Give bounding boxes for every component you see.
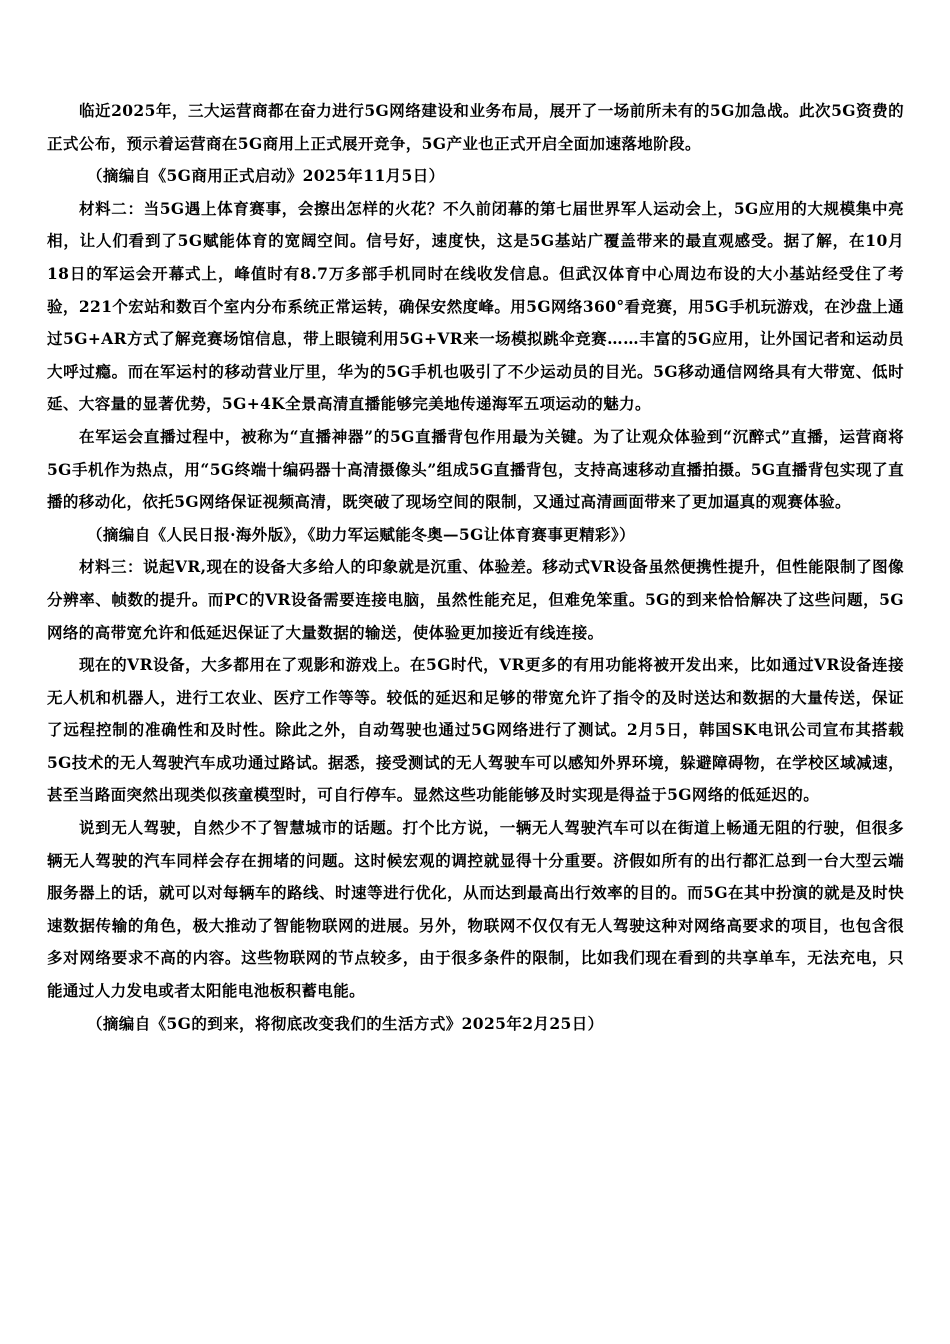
source-citation: （摘编自《5G的到来，将彻底改变我们的生活方式》2025年2月25日） <box>87 1013 604 1033</box>
paragraph-intro: 临近2025年，三大运营商都在奋力进行5G网络建设和业务布局，展开了一场前所未有的5G加急战。此次5G资费的正式公布，预示着运营商在5G商用上正式展开竞争，5G产业也正式开启全面加速落地阶段。 <box>47 101 904 153</box>
paragraph-smart-city: 说到无人驾驶，自然少不了智慧城市的话题。打个比方说，一辆无人驾驶汽车可以在街道上畅通无阻的行驶，但很多辆无人驾驶的汽车同样会存在拥堵的问题。这时候宏观的调控就显得十分重要。济假如所有的出行都汇总到一台大型云端服务器上的话，就可以对每辆车的路线、时速等进行优化，从而达到最高出行效率的目的。而5G在其中扮演的就是及时快速数据传输的角色，极大推动了智能物联网的进展。另外，物联网不仅仅有无人驾驶这种对网络高要求的项目，也包含很多对网络要求不高的内容。这些物联网的节点较多，由于很多条件的限制，比如我们现在看到的共享单车，无法充电，只能通过人力发电或者太阳能电池板积蓄电能。 <box>47 818 904 1001</box>
source-citation: （摘编自《人民日报·海外版》，《助力军运赋能冬奥—5G让体育赛事更精彩》） <box>87 524 635 544</box>
paragraph-live-broadcast: 在军运会直播过程中，被称为“直播神器”的5G直播背包作用最为关键。为了让观众体验到“沉醉式”直播，运营商将5G手机作为热点，用“5G终端十编码器十高清摄像头”组成5G直播背包，支持高速移动直播拍摄。5G直播背包实现了直播的移动化，依托5G网络保证视频高清，既突破了现场空间的限制，又通过高清画面带来了更加逼真的观赛体验。 <box>47 426 904 512</box>
paragraph-material-three: 材料三：说起VR,现在的设备大多给人的印象就是沉重、体验差。移动式VR设备虽然便携性提升，但性能限制了图像分辨率、帧数的提升。而PC的VR设备需要连接电脑，虽然性能充足，但难免笨重。5G的到来恰恰解决了这些问题，5G网络的高带宽允许和低延迟保证了大量数据的输送，使体验更加接近有线连接。 <box>47 557 904 642</box>
document-body <box>47 95 904 1040</box>
paragraph-material-two: 材料二：当5G遇上体育赛事，会擦出怎样的火花？不久前闭幕的第七届世界军人运动会上，5G应用的大规模集中亮相，让人们看到了5G赋能体育的宽阔空间。信号好，速度快，这是5G基站广覆盖带来的最直观感受。据了解，在10月18日的军运会开幕式上，峰值时有8.7万多部手机同时在线收发信息。但武汉体育中心周边布设的大小基站经受住了考验，221个宏站和数百个室内分布系统正常运转，确保安然度峰。用5G网络360°看竞赛，用5G手机玩游戏，在沙盘上通过5G+AR方式了解竞赛场馆信息，带上眼镜利用5G+VR来一场模拟跳伞竞赛……丰富的5G应用，让外国记者和运动员大呼过瘾。而在军运村的移动营业厅里，华为的5G手机也吸引了不少运动员的目光。5G移动通信网络具有大带宽、低时延、大容量的显著优势，5G+4K全景高清直播能够完美地传递海军五项运动的魅力。 <box>47 198 904 414</box>
source-citation: （摘编自《5G商用正式启动》2025年11月5日） <box>87 166 445 186</box>
paragraph-vr-devices: 现在的VR设备，大多都用在了观影和游戏上。在5G时代，VR更多的有用功能将被开发出来，比如通过VR设备连接无人机和机器人，进行工农业、医疗工作等等。较低的延迟和足够的带宽允许了指令的及时送达和数据的大量传送，保证了远程控制的准确性和及时性。除此之外，自动驾驶也通过5G网络进行了测试。2月5日，韩国SK电讯公司宣布其搭载5G技术的无人驾驶汽车成功通过路试。据悉，接受测试的无人驾驶车可以感知外界环境，躲避障碍物，在学校区域减速，甚至当路面突然出现类似孩童模型时，可自行停车。显然这些功能能够及时实现是得益于5G网络的低延迟的。 <box>47 655 904 805</box>
